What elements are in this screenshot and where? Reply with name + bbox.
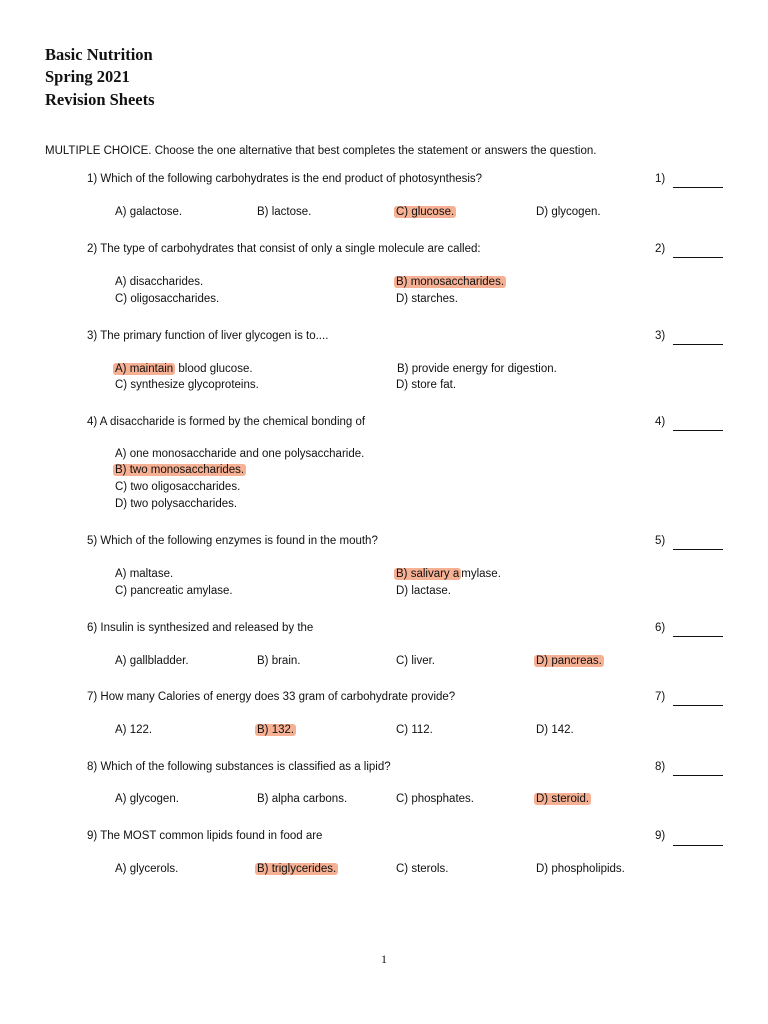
question-5: 5) Which of the following enzymes is found in the mouth? — [87, 535, 378, 547]
answer-blank-6[interactable] — [673, 636, 723, 637]
q2-option-c: C) oligosaccharides. — [115, 293, 220, 305]
q4-option-d: D) two polysaccharides. — [115, 498, 238, 510]
q5-option-b-rest: mylase. — [461, 568, 501, 580]
q8-option-b: B) alpha carbons. — [257, 793, 348, 805]
q9-option-a: A) glycerols. — [115, 863, 179, 875]
question-4-number: 4) — [87, 416, 98, 428]
q3-option-a — [115, 362, 253, 376]
question-8 — [87, 760, 391, 774]
q1-option-c — [396, 205, 456, 219]
question-8-number: 8) — [87, 761, 98, 773]
q2-option-a: A) disaccharides. — [115, 276, 204, 288]
q7-option-c: C) 112. — [396, 724, 433, 736]
doc-title-course: Basic Nutrition — [45, 45, 153, 64]
answer-label-3: 3) — [655, 330, 666, 342]
q6-option-c: C) liver. — [396, 655, 435, 667]
answer-blank-3[interactable] — [673, 344, 723, 345]
q1-option-d: D) glycogen. — [536, 206, 601, 218]
q3-option-a-rest: blood glucose. — [175, 363, 253, 375]
q5-option-b — [396, 567, 501, 581]
answer-highlight: C) glucose. — [396, 206, 455, 218]
q6-option-d — [536, 654, 604, 668]
q7-option-a: A) 122. — [115, 724, 153, 736]
q2-option-d: D) starches. — [396, 293, 458, 305]
question-6: 6) Insulin is synthesized and released by the — [87, 622, 314, 634]
q7-option-d: D) 142. — [536, 724, 574, 736]
q4-option-a: A) one monosaccharide and one polysaccharide. — [115, 448, 365, 460]
page-number: 1 — [381, 952, 387, 966]
answer-label-9: 9) — [655, 830, 666, 842]
answer-highlight: B) salivary a — [396, 568, 460, 580]
question-1: 1) Which of the following carbohydrates is the end product of photosynthesis? — [87, 173, 483, 185]
q4-option-c: C) two oligosaccharides. — [115, 481, 241, 493]
answer-label-7: 7) — [655, 691, 666, 703]
answer-label-1: 1) — [655, 173, 666, 185]
answer-highlight: D) steroid. — [536, 793, 590, 805]
answer-blank-1[interactable] — [673, 187, 723, 188]
q2-option-b — [396, 275, 506, 289]
q6-option-a: A) gallbladder. — [115, 655, 189, 667]
question-4 — [87, 415, 365, 429]
answer-blank-5[interactable] — [673, 549, 723, 550]
doc-title-sheet: Revision Sheets — [45, 90, 155, 109]
answer-label-5: 5) — [655, 535, 666, 547]
answer-highlight: B) monosaccharides. — [396, 276, 505, 288]
q3-option-c: C) synthesize glycoproteins. — [115, 379, 259, 391]
q8-option-a: A) glycogen. — [115, 793, 179, 805]
question-2: 2) The type of carbohydrates that consist of only a single molecule are called: — [87, 243, 481, 255]
q1-option-b: B) lactose. — [257, 206, 312, 218]
q9-option-d: D) phospholipids. — [536, 863, 625, 875]
question-9: 9) The MOST common lipids found in food are — [87, 830, 323, 842]
answer-highlight: B) 132. — [257, 724, 295, 736]
instructions: MULTIPLE CHOICE. Choose the one alternative that best completes the statement or answers the question. — [45, 145, 597, 157]
q8-option-c: C) phosphates. — [396, 793, 474, 805]
answer-blank-7[interactable] — [673, 705, 723, 706]
doc-title-term: Spring 2021 — [45, 67, 130, 86]
answer-highlight: A) maintain — [115, 363, 174, 375]
answer-highlight: D) pancreas. — [536, 655, 602, 667]
answer-highlight: B) two monosaccharides. — [115, 464, 245, 476]
question-7: 7) How many Calories of energy does 33 gram of carbohydrate provide? — [87, 691, 456, 703]
q5-option-a: A) maltase. — [115, 568, 174, 580]
q7-option-b — [257, 723, 296, 737]
answer-label-8: 8) — [655, 761, 666, 773]
q9-option-b — [257, 862, 338, 876]
q5-option-d: D) lactase. — [396, 585, 451, 597]
answer-label-4: 4) — [655, 416, 666, 428]
answer-blank-4[interactable] — [673, 430, 723, 431]
q3-option-d: D) store fat. — [396, 379, 457, 391]
answer-highlight: B) triglycerides. — [257, 863, 337, 875]
q1-option-a: A) galactose. — [115, 206, 183, 218]
q3-option-b: B) provide energy for digestion. — [397, 363, 557, 375]
answer-blank-8[interactable] — [673, 775, 723, 776]
q5-option-c: C) pancreatic amylase. — [115, 585, 233, 597]
answer-blank-9[interactable] — [673, 845, 723, 846]
question-8-text: Which of the following substances is classified as a lipid? — [100, 761, 391, 773]
question-4-text: A disaccharide is formed by the chemical bonding of — [99, 416, 366, 428]
question-3: 3) The primary function of liver glycogen is to.... — [87, 330, 329, 342]
answer-label-2: 2) — [655, 243, 666, 255]
q4-option-b — [115, 463, 246, 477]
q6-option-b: B) brain. — [257, 655, 301, 667]
q8-option-d — [536, 792, 591, 806]
answer-blank-2[interactable] — [673, 257, 723, 258]
answer-label-6: 6) — [655, 622, 666, 634]
q9-option-c: C) sterols. — [396, 863, 449, 875]
